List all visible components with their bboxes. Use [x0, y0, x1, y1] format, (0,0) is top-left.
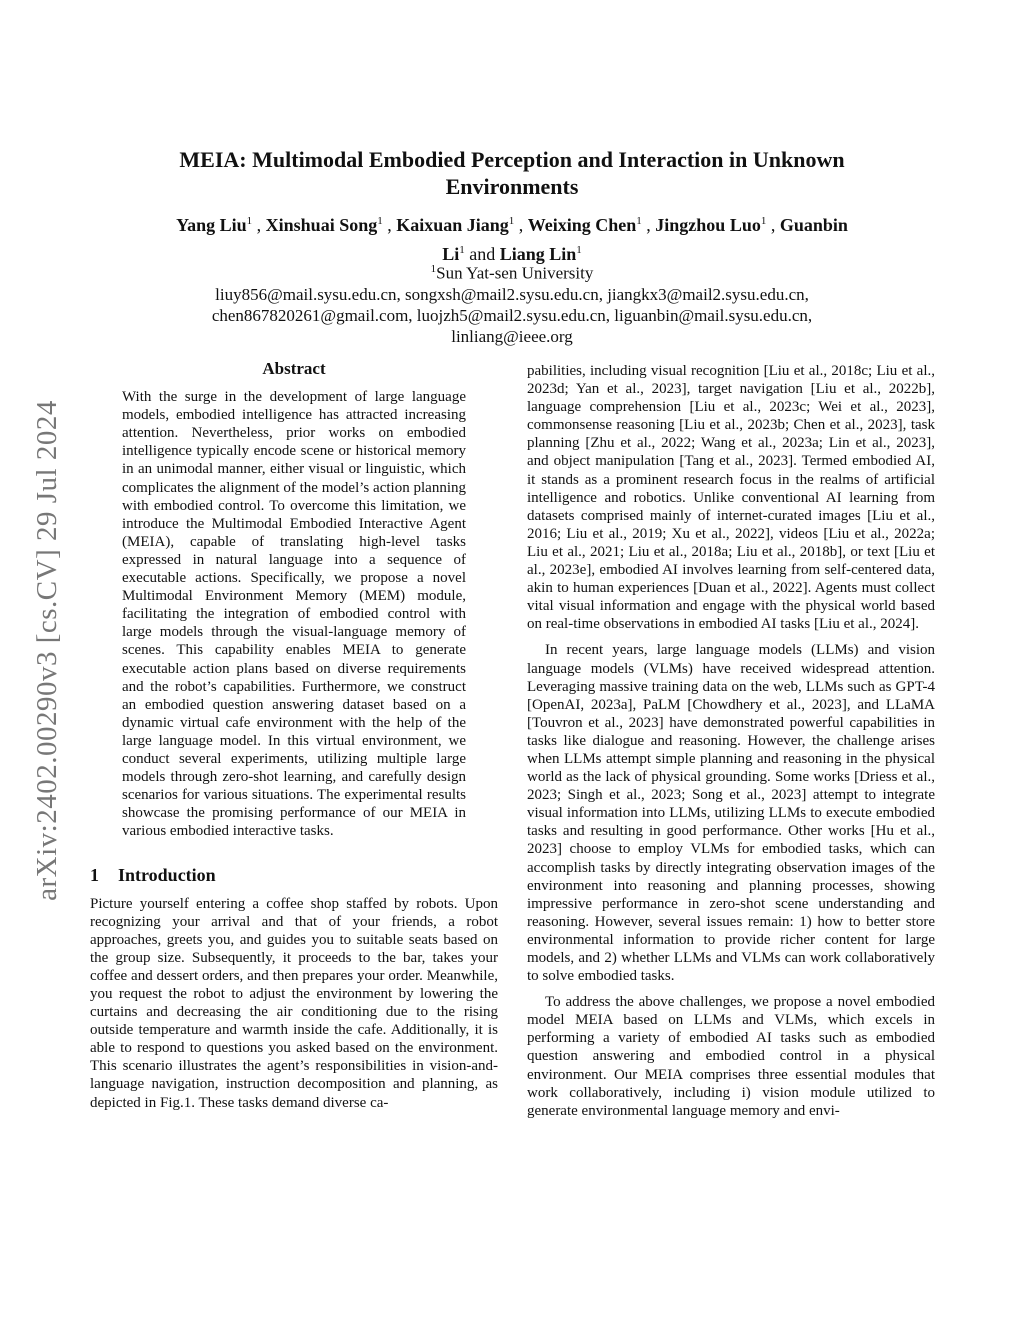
affiliation [90, 259, 934, 284]
arxiv-sidebar-stamp [22, 360, 72, 940]
author-separator: , [641, 215, 656, 235]
author-name: Weixing Chen [527, 215, 637, 235]
body-paragraph: pabilities, including visual recognition [Liu et al., 2018c; Liu et al., 2023d; Yan et al., 2023], target navigation [Liu et al., 2022b], language comprehension [Liu et al., 2023c; Wei et al., 2023], commonsense reasoning [Liu et al., 2023b; Chen et al., 2023], task planning [Zhu et al., 2022; Wang et al., 2023a; Lin et al., 2023], and object manipulation [Tang et al., 2023]. Termed embodied AI, it stands as a prominent research focus in the realms of artificial intelligence and robotics. Unlike conventional AI learning from datasets comprised mainly of internet-curated images [Liu et al., 2016; Liu et al., 2019; Xu et al., 2022], videos [Liu et al., 2022a; Liu et al., 2021; Liu et al., 2018a; Liu et al., 2018b], or text [Liu et al., 2023e], embodied AI involves learning from self-centered data, akin to human experiences [Duan et al., 2022]. Agents must collect vital visual information and engage with the physical world based on real-time observations in embodied AI tasks [Liu et al., 2024]. [527, 363, 935, 633]
left-column [90, 360, 498, 1112]
paper-title [90, 146, 934, 200]
author-name: Liang Lin [499, 244, 577, 264]
author-name: Xinshuai Song [265, 215, 378, 235]
body-paragraph: To address the above challenges, we propose a novel embodied model MEIA based on LLMs and VLMs, which excels in performing a variety of embodied AI tasks such as embodied question answering and embodied control in a physical environment. Our MEIA comprises three essential modules that work collaboratively, including i) vision module utilized to generate environmental language memory and envi- [527, 994, 935, 1119]
author-separator: , [252, 215, 266, 235]
author-affil-mark: 1 [246, 215, 253, 227]
author-name: Jingzhou Luo [655, 215, 761, 235]
author-name: Yang Liu [176, 215, 247, 235]
author-separator: , [514, 215, 528, 235]
affiliation-mark: 1 [430, 263, 437, 275]
intro-paragraph: Picture yourself entering a coffee shop staffed by robots. Upon recognizing your arrival and that of your friends, a robot approaches, greets you, and guides you to suitable seats based on the group size. Subsequently, it proceeds to the bar, takes your coffee and dessert orders, and then prepares your order. Meanwhile, you request the robot to adjust the environment by lowering the curtains and decreasing the air conditioning due to the rising outside temperature and warmth inside the cafe. Additionally, it is able to respond to questions you asked based on the environment. This scenario illustrates the agent’s responsibilities in vision-and-language navigation, instruction decomposition and planning, as depicted in Fig.1. These tasks demand diverse ca- [90, 895, 498, 1111]
author-name-split: Guanbin [779, 215, 848, 235]
author-affil-mark: 1 [576, 244, 582, 256]
section-heading [90, 866, 498, 884]
arxiv-identifier: arXiv:2402.00290v3 [cs.CV] 29 Jul 2024 [30, 399, 63, 901]
author-separator: and [464, 244, 500, 264]
affiliation-block [90, 259, 934, 347]
author-line-1 [90, 209, 934, 238]
author-name: Kaixuan Jiang [396, 215, 509, 235]
section-number: 1 [90, 865, 99, 886]
author-name-split: Li [442, 244, 460, 264]
author-separator: , [766, 215, 780, 235]
author-affil-mark: 1 [760, 215, 767, 227]
title-line-1: MEIA: Multimodal Embodied Perception and Interaction in Unknown [179, 147, 845, 172]
author-separator: , [382, 215, 397, 235]
body-paragraph: In recent years, large language models (LLMs) and vision language models (VLMs) have received widespread attention. Leveraging massive training data on the web, LLMs such as GPT-4 [OpenAI, 2023a], PaLM [Chowdhery et al., 2023], and LLaMA [Touvron et al., 2023] have demonstrated powerful capabilities in tasks like dialogue and reasoning. However, the challenge arises when LLMs attempt simple planning and reasoning in the physical world as the lack of physical grounding. Some works [Driess et al., 2023; Singh et al., 2023; Song et al., 2023] attempt to integrate visual information into LLMs, utilizing LLMs to execute embodied tasks and resulting in good performance. Other works [Hu et al., 2023] choose to employ VLMs for embodied tasks, which can accomplish tasks by directly integrating observation images of the environment into reasoning and planning processes, showing impressive performance in zero-shot scene understanding and reasoning. However, several issues remain: 1) how to better store environmental information to provide richer content for large models, and 2) whether LLMs and VLMs can work collaboratively to solve embodied tasks. [527, 642, 935, 985]
abstract-heading: Abstract [262, 359, 326, 378]
author-affil-mark: 1 [508, 215, 515, 227]
email-line: linliang@ieee.org [451, 326, 573, 346]
email-line: chen867820261@gmail.com, luojzh5@mail2.sysu.edu.cn, liguanbin@mail.sysu.edu.cn, [211, 305, 813, 325]
right-column [527, 362, 935, 1120]
author-affil-mark: 1 [377, 215, 383, 227]
author-affil-mark: 1 [636, 215, 642, 227]
section-title: Introduction [118, 865, 216, 886]
abstract-text: With the surge in the development of large language models, embodied intelligence has attracted increasing attention. Nevertheless, prior works on embodied intelligence typically encode scene or historical memory in an unimodal manner, either visual or linguistic, which complicates the alignment of the model’s action planning with embodied control. To overcome this limitation, we introduce the Multimodal Embodied Interactive Agent (MEIA), capable of translating high-level tasks expressed in natural language into a sequence of executable actions. Specifically, we propose a novel Multimodal Environment Memory (MEM) module, facilitating the integration of embodied control with large models through the visual-language memory of scenes. This capability enables MEIA to generate executable action plans based on diverse requirements and the robot’s capabilities. Furthermore, we construct an embodied question answering dataset based on a dynamic virtual cafe environment with the help of the large language model. In this virtual environment, we conduct several experiments, utilizing multiple large models through zero-shot learning, and carefully design scenarios for various situations. The experimental results showcase the promising performance of our MEIA in various embodied interactive tasks. [122, 389, 466, 840]
affiliation-name: Sun Yat-sen University [436, 263, 594, 283]
author-affil-mark: 1 [459, 244, 465, 256]
title-line-2: Environments [445, 174, 579, 199]
email-line: liuy856@mail.sysu.edu.cn, songxsh@mail2.sysu.edu.cn, jiangkx3@mail2.sysu.edu.cn, [215, 284, 809, 304]
